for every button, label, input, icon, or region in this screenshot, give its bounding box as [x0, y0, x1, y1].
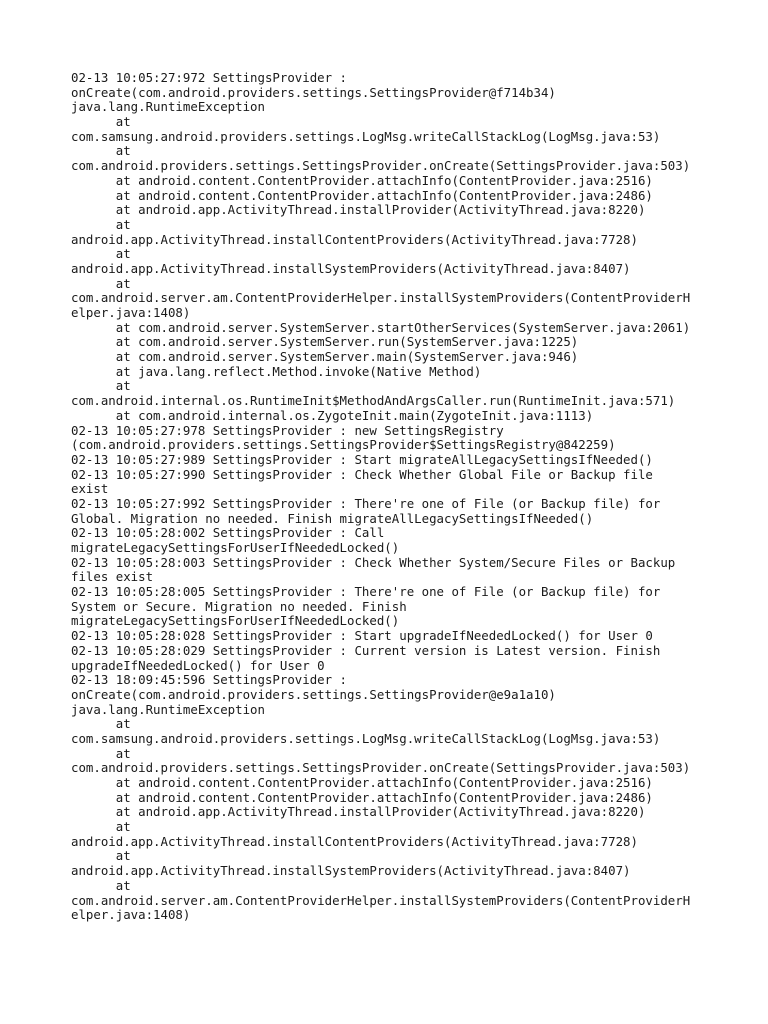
log-line: at android.app.ActivityThread.installProvider(ActivityThread.java:8220): [71, 804, 646, 820]
log-line: android.app.ActivityThread.installSystemProviders(ActivityThread.java:8407): [71, 863, 631, 879]
log-line: at: [71, 114, 131, 130]
log-line: at: [71, 275, 131, 291]
log-line: exist: [71, 481, 109, 497]
log-line: at: [71, 378, 131, 394]
log-line: at: [71, 246, 131, 262]
log-line: at com.android.server.SystemServer.run(SystemServer.java:1225): [71, 334, 579, 350]
log-line: at: [71, 877, 131, 893]
log-line: java.lang.RuntimeException: [71, 99, 265, 115]
log-line: files exist: [71, 569, 154, 585]
log-line: com.android.providers.settings.SettingsProvider.onCreate(SettingsProvider.java:503): [71, 760, 691, 776]
log-line: at android.content.ContentProvider.attachInfo(ContentProvider.java:2516): [71, 775, 653, 790]
log-line: at android.content.ContentProvider.attachInfo(ContentProvider.java:2516): [71, 172, 653, 188]
log-line: migrateLegacySettingsForUserIfNeededLocked(): [71, 540, 400, 555]
log-line: 02-13 10:05:28:002 SettingsProvider : Call: [71, 525, 385, 541]
log-line: 02-13 10:05:27:978 SettingsProvider : new SettingsRegistry: [71, 422, 504, 438]
log-line: 02-13 10:05:28:003 SettingsProvider : Check Whether System/Secure Files or Backup: [71, 554, 676, 570]
log-line: at: [71, 716, 131, 732]
log-line: at com.android.server.SystemServer.startOtherServices(SystemServer.java:2061): [71, 319, 691, 335]
log-line: at com.android.internal.os.ZygoteInit.main(ZygoteInit.java:1113): [71, 407, 594, 423]
log-line: at android.content.ContentProvider.attachInfo(ContentProvider.java:2486): [71, 789, 653, 805]
log-line: (com.android.providers.settings.SettingsProvider$SettingsRegistry@842259): [71, 437, 616, 453]
log-line: 02-13 10:05:27:992 SettingsProvider : There're one of File (or Backup file) for: [71, 495, 661, 511]
log-line: 02-13 18:09:45:596 SettingsProvider :: [71, 672, 348, 688]
log-line: onCreate(com.android.providers.settings.SettingsProvider@e9a1a10): [71, 686, 556, 702]
log-line: upgradeIfNeededLocked() for User 0: [71, 657, 325, 673]
log-line: migrateLegacySettingsForUserIfNeededLocked(): [71, 613, 400, 629]
log-line: at android.app.ActivityThread.installProvider(ActivityThread.java:8220): [71, 202, 646, 218]
log-line: at: [71, 745, 131, 761]
log-line: elper.java:1408): [71, 907, 191, 923]
log-line: at com.android.server.SystemServer.main(SystemServer.java:946): [71, 349, 579, 365]
log-line: Global. Migration no needed. Finish migrateAllLegacySettingsIfNeeded(): [71, 510, 594, 526]
log-line: at: [71, 216, 131, 232]
log-line: com.android.server.am.ContentProviderHelper.installSystemProviders(ContentProviderH: [71, 290, 691, 306]
log-line: 02-13 10:05:27:972 SettingsProvider :: [71, 70, 348, 85]
log-line: com.android.internal.os.RuntimeInit$MethodAndArgsCaller.run(RuntimeInit.java:571): [71, 393, 676, 409]
log-line: 02-13 10:05:28:028 SettingsProvider : Start upgradeIfNeededLocked() for User 0: [71, 628, 653, 644]
log-line: java.lang.RuntimeException: [71, 701, 265, 717]
log-line: 02-13 10:05:27:989 SettingsProvider : Start migrateAllLegacySettingsIfNeeded(): [71, 451, 653, 467]
log-line: 02-13 10:05:28:005 SettingsProvider : There're one of File (or Backup file) for: [71, 584, 661, 600]
log-line: com.samsung.android.providers.settings.LogMsg.writeCallStackLog(LogMsg.java:53): [71, 730, 661, 746]
log-line: com.android.server.am.ContentProviderHelper.installSystemProviders(ContentProviderH: [71, 892, 691, 908]
log-line: com.samsung.android.providers.settings.LogMsg.writeCallStackLog(LogMsg.java:53): [71, 128, 661, 144]
log-line: android.app.ActivityThread.installContentProviders(ActivityThread.java:7728): [71, 833, 638, 849]
log-line: 02-13 10:05:27:990 SettingsProvider : Check Whether Global File or Backup file: [71, 466, 653, 482]
log-document: [71, 71, 711, 923]
log-line: at: [71, 143, 131, 159]
log-line: at android.content.ContentProvider.attachInfo(ContentProvider.java:2486): [71, 187, 653, 203]
log-line: at: [71, 819, 131, 835]
log-line: elper.java:1408): [71, 305, 191, 320]
log-line: onCreate(com.android.providers.settings.SettingsProvider@f714b34): [71, 84, 556, 100]
log-line: 02-13 10:05:28:029 SettingsProvider : Current version is Latest version. Finish: [71, 642, 661, 658]
log-line: android.app.ActivityThread.installContentProviders(ActivityThread.java:7728): [71, 231, 638, 247]
log-line: android.app.ActivityThread.installSystemProviders(ActivityThread.java:8407): [71, 260, 631, 276]
log-line: com.android.providers.settings.SettingsProvider.onCreate(SettingsProvider.java:503): [71, 158, 691, 174]
log-line: System or Secure. Migration no needed. Finish: [71, 598, 407, 614]
log-line: at java.lang.reflect.Method.invoke(Native Method): [71, 363, 482, 379]
log-line: at: [71, 848, 131, 864]
